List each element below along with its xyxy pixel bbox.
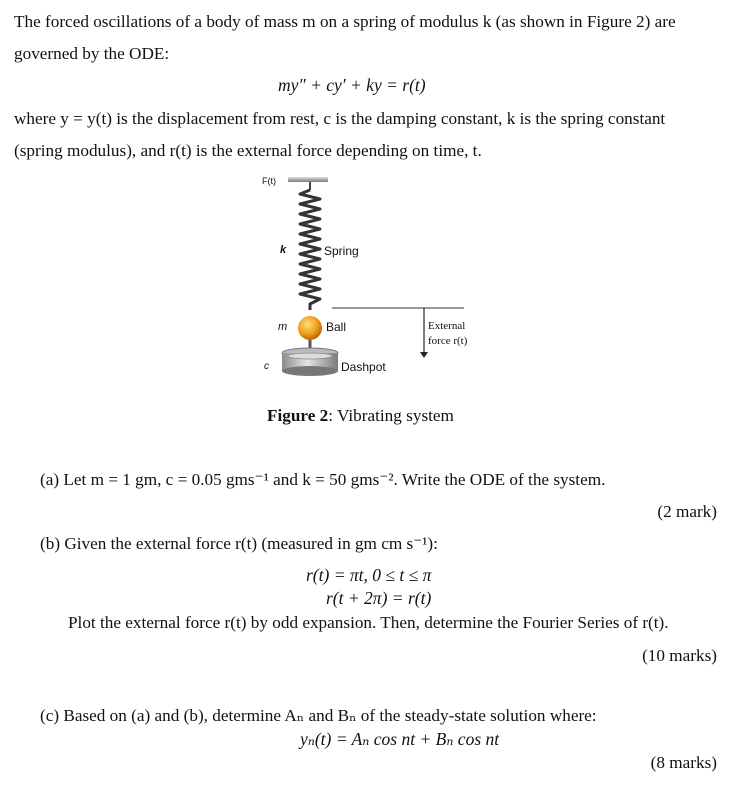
- external-label-1: External: [428, 320, 466, 332]
- intro-line-2: governed by the ODE:: [14, 44, 170, 63]
- part-a-marks: (2 mark): [657, 502, 717, 521]
- caption-bold: Figure 2: [267, 406, 329, 425]
- ode-equation: my″ + cy′ + ky = r(t): [278, 75, 426, 95]
- top-support: [288, 177, 328, 182]
- part-b-equation-1: r(t) = πt, 0 ≤ t ≤ π: [306, 565, 432, 585]
- spring-label: Spring: [324, 244, 359, 258]
- caption-rest: : Vibrating system: [328, 406, 454, 425]
- k-label: k: [280, 244, 287, 256]
- external-label-2: force r(t): [428, 335, 468, 347]
- intro-line-4: (spring modulus), and r(t) is the external force depending on time, t.: [14, 141, 482, 160]
- spring-coil: [300, 190, 320, 310]
- part-b-equation-2: r(t + 2π) = r(t): [326, 588, 432, 608]
- ball: [298, 316, 322, 340]
- part-c-equation: yₙ(t) = Aₙ cos nt + Bₙ cos nt: [300, 729, 500, 749]
- dashpot-label: Dashpot: [341, 360, 386, 374]
- intro-line-1: The forced oscillations of a body of mass m on a spring of modulus k (as shown in Figure 2) are: [14, 12, 676, 31]
- part-a-question: (a) Let m = 1 gm, c = 0.05 gms⁻¹ and k = 50 gms⁻². Write the ODE of the system.: [40, 470, 606, 489]
- intro-line-3: where y = y(t) is the displacement from rest, c is the damping constant, k is the spring constant: [14, 109, 666, 128]
- part-b-question: (b) Given the external force r(t) (measured in gm cm s⁻¹):: [40, 534, 438, 553]
- part-b-instruction: Plot the external force r(t) by odd expansion. Then, determine the Fourier Series of r(t).: [68, 613, 669, 632]
- part-b-marks: (10 marks): [642, 646, 717, 665]
- part-c-marks: (8 marks): [650, 753, 717, 772]
- ball-label: Ball: [326, 320, 347, 334]
- figure-caption: [267, 406, 454, 426]
- part-c-question: (c) Based on (a) and (b), determine Aₙ and Bₙ of the steady-state solution where:: [40, 706, 597, 725]
- m-label: m: [278, 321, 288, 333]
- c-label: c: [264, 361, 269, 372]
- vibrating-system-figure: [240, 168, 520, 398]
- force-label: F(t): [262, 176, 276, 186]
